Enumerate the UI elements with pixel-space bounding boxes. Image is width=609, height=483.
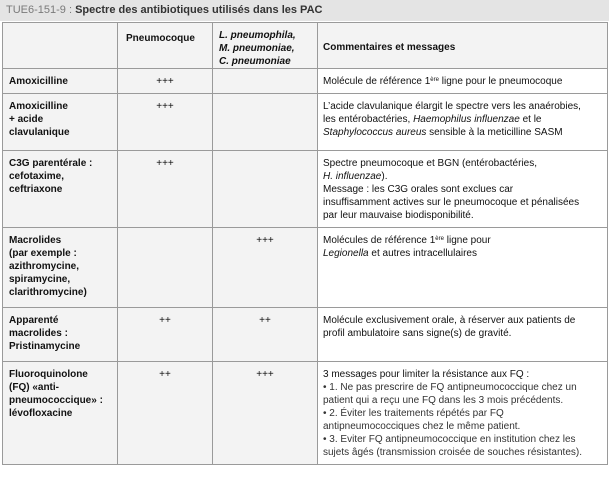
comment-text: sujets âgés (transmission croisée de souches résistantes). (323, 447, 583, 458)
drug-name: pneumococcique» : (9, 395, 103, 406)
comment-line (323, 170, 605, 183)
drug-name: clavulanique (9, 127, 70, 138)
comment-text: insuffisamment actives sur le pneumocoque et pénalisées (323, 197, 580, 208)
comment-text: • 3. Eviter FQ antipneumococcique en institution chez les (323, 434, 576, 445)
drug-name: macrolides : (9, 328, 68, 339)
comment-text: ligne pour le pneumocoque (438, 76, 563, 87)
header-atypiques-line: M. pneumoniae, (219, 43, 295, 54)
drug-name: ceftriaxone (9, 184, 63, 195)
comment-text: antipneumococciques chez le même patient. (323, 421, 521, 432)
comment-text: par leur mauvaise biodisponibilité. (323, 210, 474, 221)
drug-name: spiramycine, (9, 274, 71, 285)
superscript: ère (435, 236, 444, 242)
comment-text: • 2. Éviter les traitements répétés par FQ (323, 408, 504, 419)
header-row (3, 23, 608, 69)
comment-text: Spectre pneumocoque et BGN (entérobactéries, (323, 158, 538, 169)
table-row (3, 69, 608, 94)
atypical-activity (213, 151, 318, 228)
table-id: TUE6-151-9 : (6, 4, 73, 16)
drug-name: Amoxicilline (9, 76, 68, 87)
comment-line (323, 126, 605, 139)
header-atypiques-line: L. pneumophila, (219, 30, 296, 41)
header-atypiques (213, 23, 318, 69)
drug-name: Pristinamycine (9, 341, 81, 352)
drug-name: + acide (9, 114, 44, 125)
header-empty (3, 23, 118, 69)
comment-cell (318, 308, 608, 362)
header-atypiques-line: C. pneumoniae (219, 56, 291, 67)
comment-text: profil ambulatoire sans signe(s) de gravité. (323, 328, 512, 339)
atypical-activity: ++ (213, 308, 318, 362)
comment-text: et autres intracellulaires (368, 248, 477, 259)
superscript: ère (430, 77, 439, 83)
comment-text: les entérobactéries, (323, 114, 414, 125)
table-row (3, 362, 608, 465)
species-name: Legionella (323, 248, 369, 259)
species-name: Haemophilus influenzae (413, 114, 520, 125)
atypical-activity: +++ (213, 228, 318, 308)
drug-name: Apparenté (9, 315, 59, 326)
drug-name: (FQ) «anti- (9, 382, 59, 393)
atypical-activity: +++ (213, 362, 318, 465)
pneumo-activity: +++ (118, 94, 213, 151)
drug-cell (3, 69, 118, 94)
table-row (3, 94, 608, 151)
drug-name: C3G parentérale : (9, 158, 93, 169)
drug-name: cefotaxime, (9, 171, 65, 182)
table-title (0, 0, 609, 21)
table-name: Spectre des antibiotiques utilisés dans les PAC (75, 4, 323, 16)
comment-text: Molécule de référence 1 (323, 76, 431, 87)
comment-cell (318, 94, 608, 151)
comment-text: ligne pour (443, 235, 491, 246)
comment-text: Message : les C3G orales sont exclues car (323, 184, 514, 195)
comment-text: Molécule exclusivement orale, à réserver aux patients de (323, 315, 576, 326)
atypical-activity (213, 69, 318, 94)
atypical-activity (213, 94, 318, 151)
comment-cell (318, 362, 608, 465)
comment-cell (318, 151, 608, 228)
drug-name: lévofloxacine (9, 408, 73, 419)
comment-text: et le (519, 114, 542, 125)
drug-cell (3, 228, 118, 308)
species-name: H. influenzae (323, 171, 382, 182)
drug-name: Macrolides (9, 235, 62, 246)
header-pneumocoque: Pneumocoque (118, 23, 213, 69)
drug-name: azithromycine, (9, 261, 80, 272)
drug-name: (par exemple : (9, 248, 77, 259)
pneumo-activity (118, 228, 213, 308)
drug-cell (3, 362, 118, 465)
drug-name: Fluoroquinolone (9, 369, 88, 380)
species-name: Staphylococcus aureus (323, 127, 427, 138)
comment-cell (318, 69, 608, 94)
comment-cell (318, 228, 608, 308)
comment-text: • 1. Ne pas prescrire de FQ antipneumococcique chez un (323, 382, 577, 393)
table-row (3, 308, 608, 362)
drug-cell (3, 94, 118, 151)
header-commentaires: Commentaires et messages (318, 23, 608, 69)
table-row (3, 228, 608, 308)
drug-cell (3, 151, 118, 228)
drug-name: Amoxicilline (9, 101, 68, 112)
pneumo-activity: +++ (118, 69, 213, 94)
drug-cell (3, 308, 118, 362)
table-row (3, 151, 608, 228)
comment-text: Molécules de référence 1 (323, 235, 436, 246)
comment-line (323, 247, 605, 260)
pneumo-activity: ++ (118, 362, 213, 465)
drug-name: clarithromycine) (9, 287, 87, 298)
comment-text: 3 messages pour limiter la résistance aux FQ : (323, 369, 530, 380)
pneumo-activity: ++ (118, 308, 213, 362)
comment-text: L’acide clavulanique élargit le spectre vers les anaérobies, (323, 101, 581, 112)
comment-text: patient qui a reçu une FQ dans les 3 mois précédents. (323, 395, 564, 406)
comment-text: ). (381, 171, 388, 182)
comment-line (323, 113, 605, 126)
comment-line (323, 234, 605, 247)
pneumo-activity: +++ (118, 151, 213, 228)
comment-text: sensible à la meticilline SASM (426, 127, 563, 138)
antibiotic-spectrum-table (2, 22, 608, 465)
